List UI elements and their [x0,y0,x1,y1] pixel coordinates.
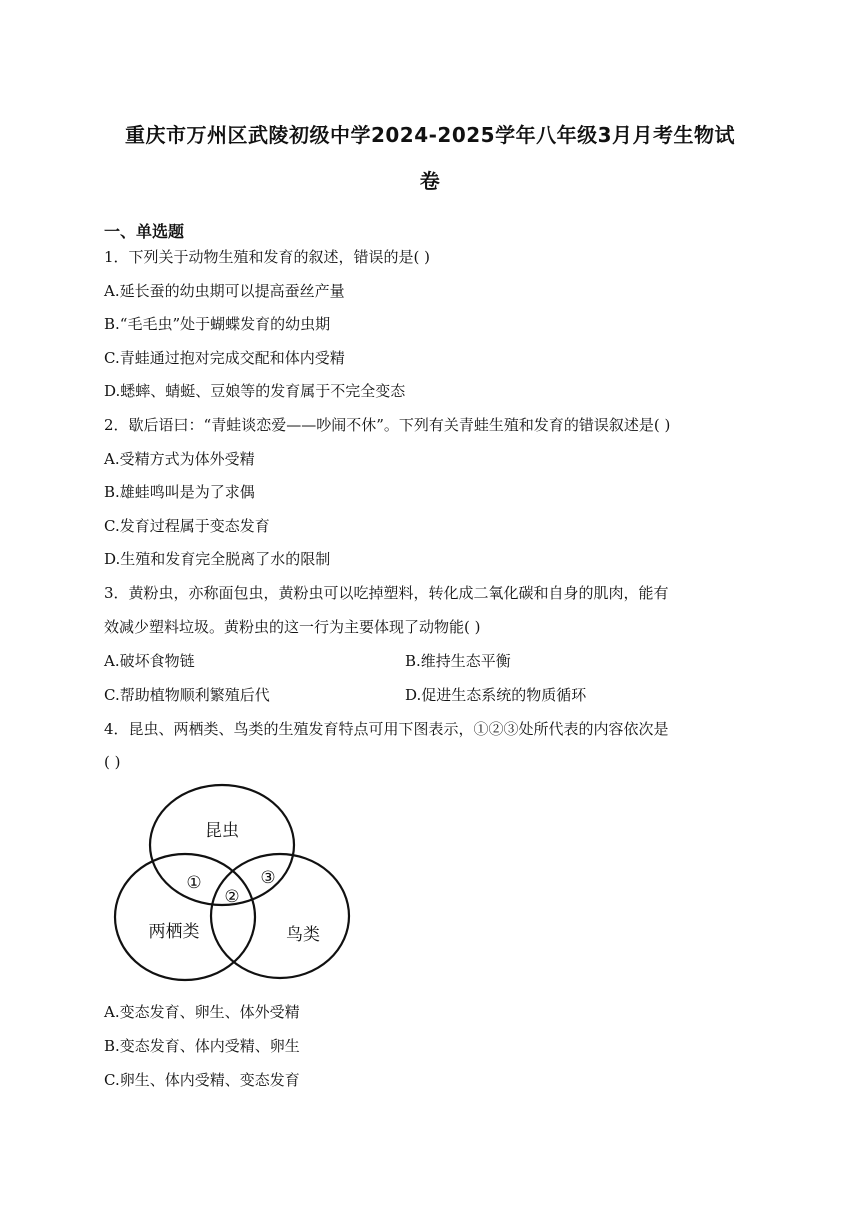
q2-option-c: C.发育过程属于变态发育 [104,517,270,535]
q3-option-c: C.帮助植物顺利繁殖后代 [104,686,270,704]
exam-title [100,112,760,204]
q1-option-d: D.蟋蟀、蜻蜓、豆娘等的发育属于不完全变态 [104,382,406,400]
q2-option-d: D.生殖和发育完全脱离了水的限制 [104,550,331,568]
title-line-2: 卷 [419,169,441,193]
insect-label: 昆虫 [205,821,239,841]
q4-option-b: B.变态发育、体内受精、卵生 [104,1037,300,1055]
q3-option-d: D.促进生态系统的物质循环 [405,686,587,704]
q1-stem: 1．下列关于动物生殖和发育的叙述，错误的是( ) [104,248,431,266]
q2-option-b: B.雄蛙鸣叫是为了求偶 [104,483,255,501]
q1-option-a: A.延长蚕的幼虫期可以提高蚕丝产量 [104,282,345,300]
venn-diagram [104,781,368,993]
q4-option-c: C.卵生、体内受精、变态发育 [104,1071,300,1089]
q4-stem-line-2: ( ) [104,753,121,771]
q2-stem: 2．歇后语曰：“青蛙谈恋爱——吵闹不休”。下列有关青蛙生殖和发育的错误叙述是( ) [104,416,671,434]
q4-option-a: A.变态发育、卵生、体外受精 [104,1003,300,1021]
bird-label: 鸟类 [286,925,320,945]
section-heading: 一、单选题 [104,222,185,241]
region-3-marker: ③ [260,868,276,888]
q4-stem-line-1: 4．昆虫、两栖类、鸟类的生殖发育特点可用下图表示，①②③处所代表的内容依次是 [104,720,669,738]
q1-option-c: C.青蛙通过抱对完成交配和体内受精 [104,349,345,367]
q3-stem-line-1: 3．黄粉虫，亦称面包虫，黄粉虫可以吃掉塑料，转化成二氧化碳和自身的肌肉，能有 [104,584,669,602]
region-2-marker: ② [224,887,240,907]
q3-stem-line-2: 效减少塑料垃圾。黄粉虫的这一行为主要体现了动物能( ) [104,618,481,636]
title-line-1: 重庆市万州区武陵初级中学2024-2025学年八年级3月月考生物试 [124,123,736,147]
q3-option-b: B.维持生态平衡 [405,652,511,670]
bird-circle [211,854,349,978]
q1-option-b: B.“毛毛虫”处于蝴蝶发育的幼虫期 [104,315,331,333]
amphibian-label: 两栖类 [148,922,200,942]
region-1-marker: ① [186,873,202,893]
q3-option-a: A.破坏食物链 [104,652,195,670]
q2-option-a: A.受精方式为体外受精 [104,450,255,468]
